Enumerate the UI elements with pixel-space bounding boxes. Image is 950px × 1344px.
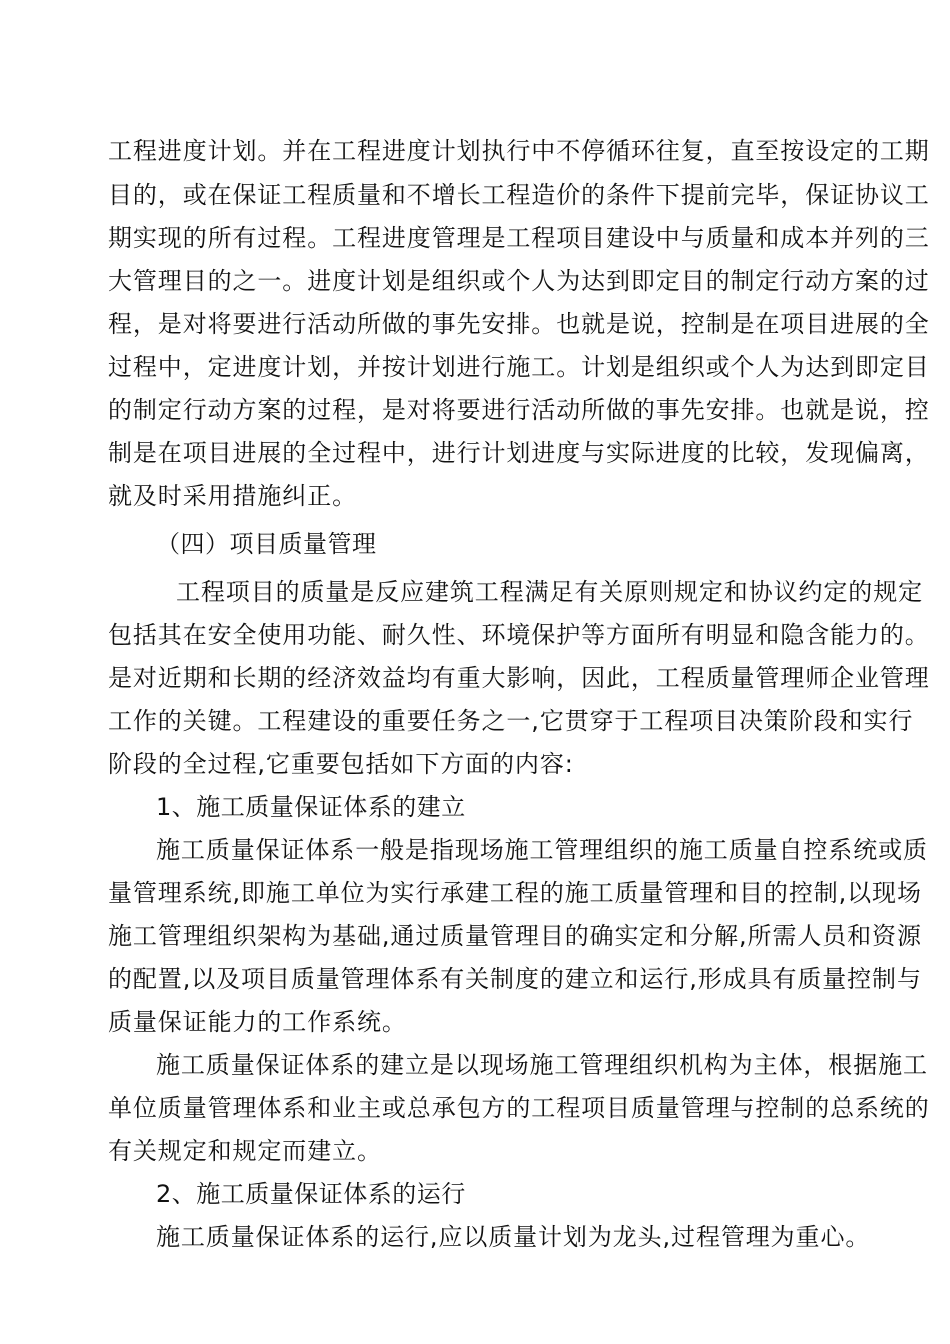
paragraph-line: 的配置,以及项目质量管理体系有关制度的建立和运行,形成具有质量控制与 — [108, 965, 922, 993]
paragraph-line: 期实现的所有过程。工程进度管理是工程项目建设中与质量和成本并列的三 — [108, 224, 930, 252]
paragraph-line: 阶段的全过程,它重要包括如下方面的内容: — [108, 750, 574, 778]
paragraph-line: 的制定行动方案的过程，是对将要进行活动所做的事先安排。也就是说，控 — [108, 396, 930, 424]
paragraph-line: 大管理目的之一。进度计划是组织或个人为达到即定目的制定行动方案的过 — [108, 267, 930, 295]
subsection-heading: 1、施工质量保证体系的建立 — [156, 793, 466, 821]
paragraph-line: 目的，或在保证工程质量和不增长工程造价的条件下提前完毕，保证协议工 — [108, 181, 930, 209]
paragraph-line: 工程项目的质量是反应建筑工程满足有关原则规定和协议约定的规定 — [176, 578, 923, 606]
paragraph-line: 施工管理组织架构为基础,通过质量管理目的确实定和分解,所需人员和资源 — [108, 922, 922, 950]
paragraph-line: 制是在项目进展的全过程中，进行计划进度与实际进度的比较，发现偏离， — [108, 439, 930, 467]
paragraph-line: 工程进度计划。并在工程进度计划执行中不停循环往复，直至按设定的工期 — [108, 137, 930, 165]
paragraph-line: 是对近期和长期的经济效益均有重大影响，因此，工程质量管理师企业管理 — [108, 664, 930, 692]
paragraph-line: 施工质量保证体系一般是指现场施工管理组织的施工质量自控系统或质 — [156, 836, 928, 864]
paragraph-line: 程，是对将要进行活动所做的事先安排。也就是说，控制是在项目进展的全 — [108, 310, 930, 338]
paragraph-line: 工作的关键。工程建设的重要任务之一,它贯穿于工程项目决策阶段和实行 — [108, 707, 914, 735]
paragraph-line: 过程中，定进度计划，并按计划进行施工。计划是组织或个人为达到即定目 — [108, 353, 930, 381]
section-heading: （四）项目质量管理 — [156, 530, 377, 558]
paragraph-line: 施工质量保证体系的运行,应以质量计划为龙头,过程管理为重心。 — [156, 1223, 871, 1251]
paragraph-line: 质量保证能力的工作系统。 — [108, 1008, 407, 1036]
paragraph-line: 就及时采用措施纠正。 — [108, 482, 357, 510]
paragraph-line: 包括其在安全使用功能、耐久性、环境保护等方面所有明显和隐含能力的。 — [108, 621, 930, 649]
subsection-heading: 2、施工质量保证体系的运行 — [156, 1180, 466, 1208]
paragraph-line: 有关规定和规定而建立。 — [108, 1137, 382, 1165]
paragraph-line: 施工质量保证体系的建立是以现场施工管理组织机构为主体，根据施工 — [156, 1051, 928, 1079]
paragraph-line: 单位质量管理体系和业主或总承包方的工程项目质量管理与控制的总系统的 — [108, 1094, 930, 1122]
paragraph-line: 量管理系统,即施工单位为实行承建工程的施工质量管理和目的控制,以现场 — [108, 879, 922, 907]
